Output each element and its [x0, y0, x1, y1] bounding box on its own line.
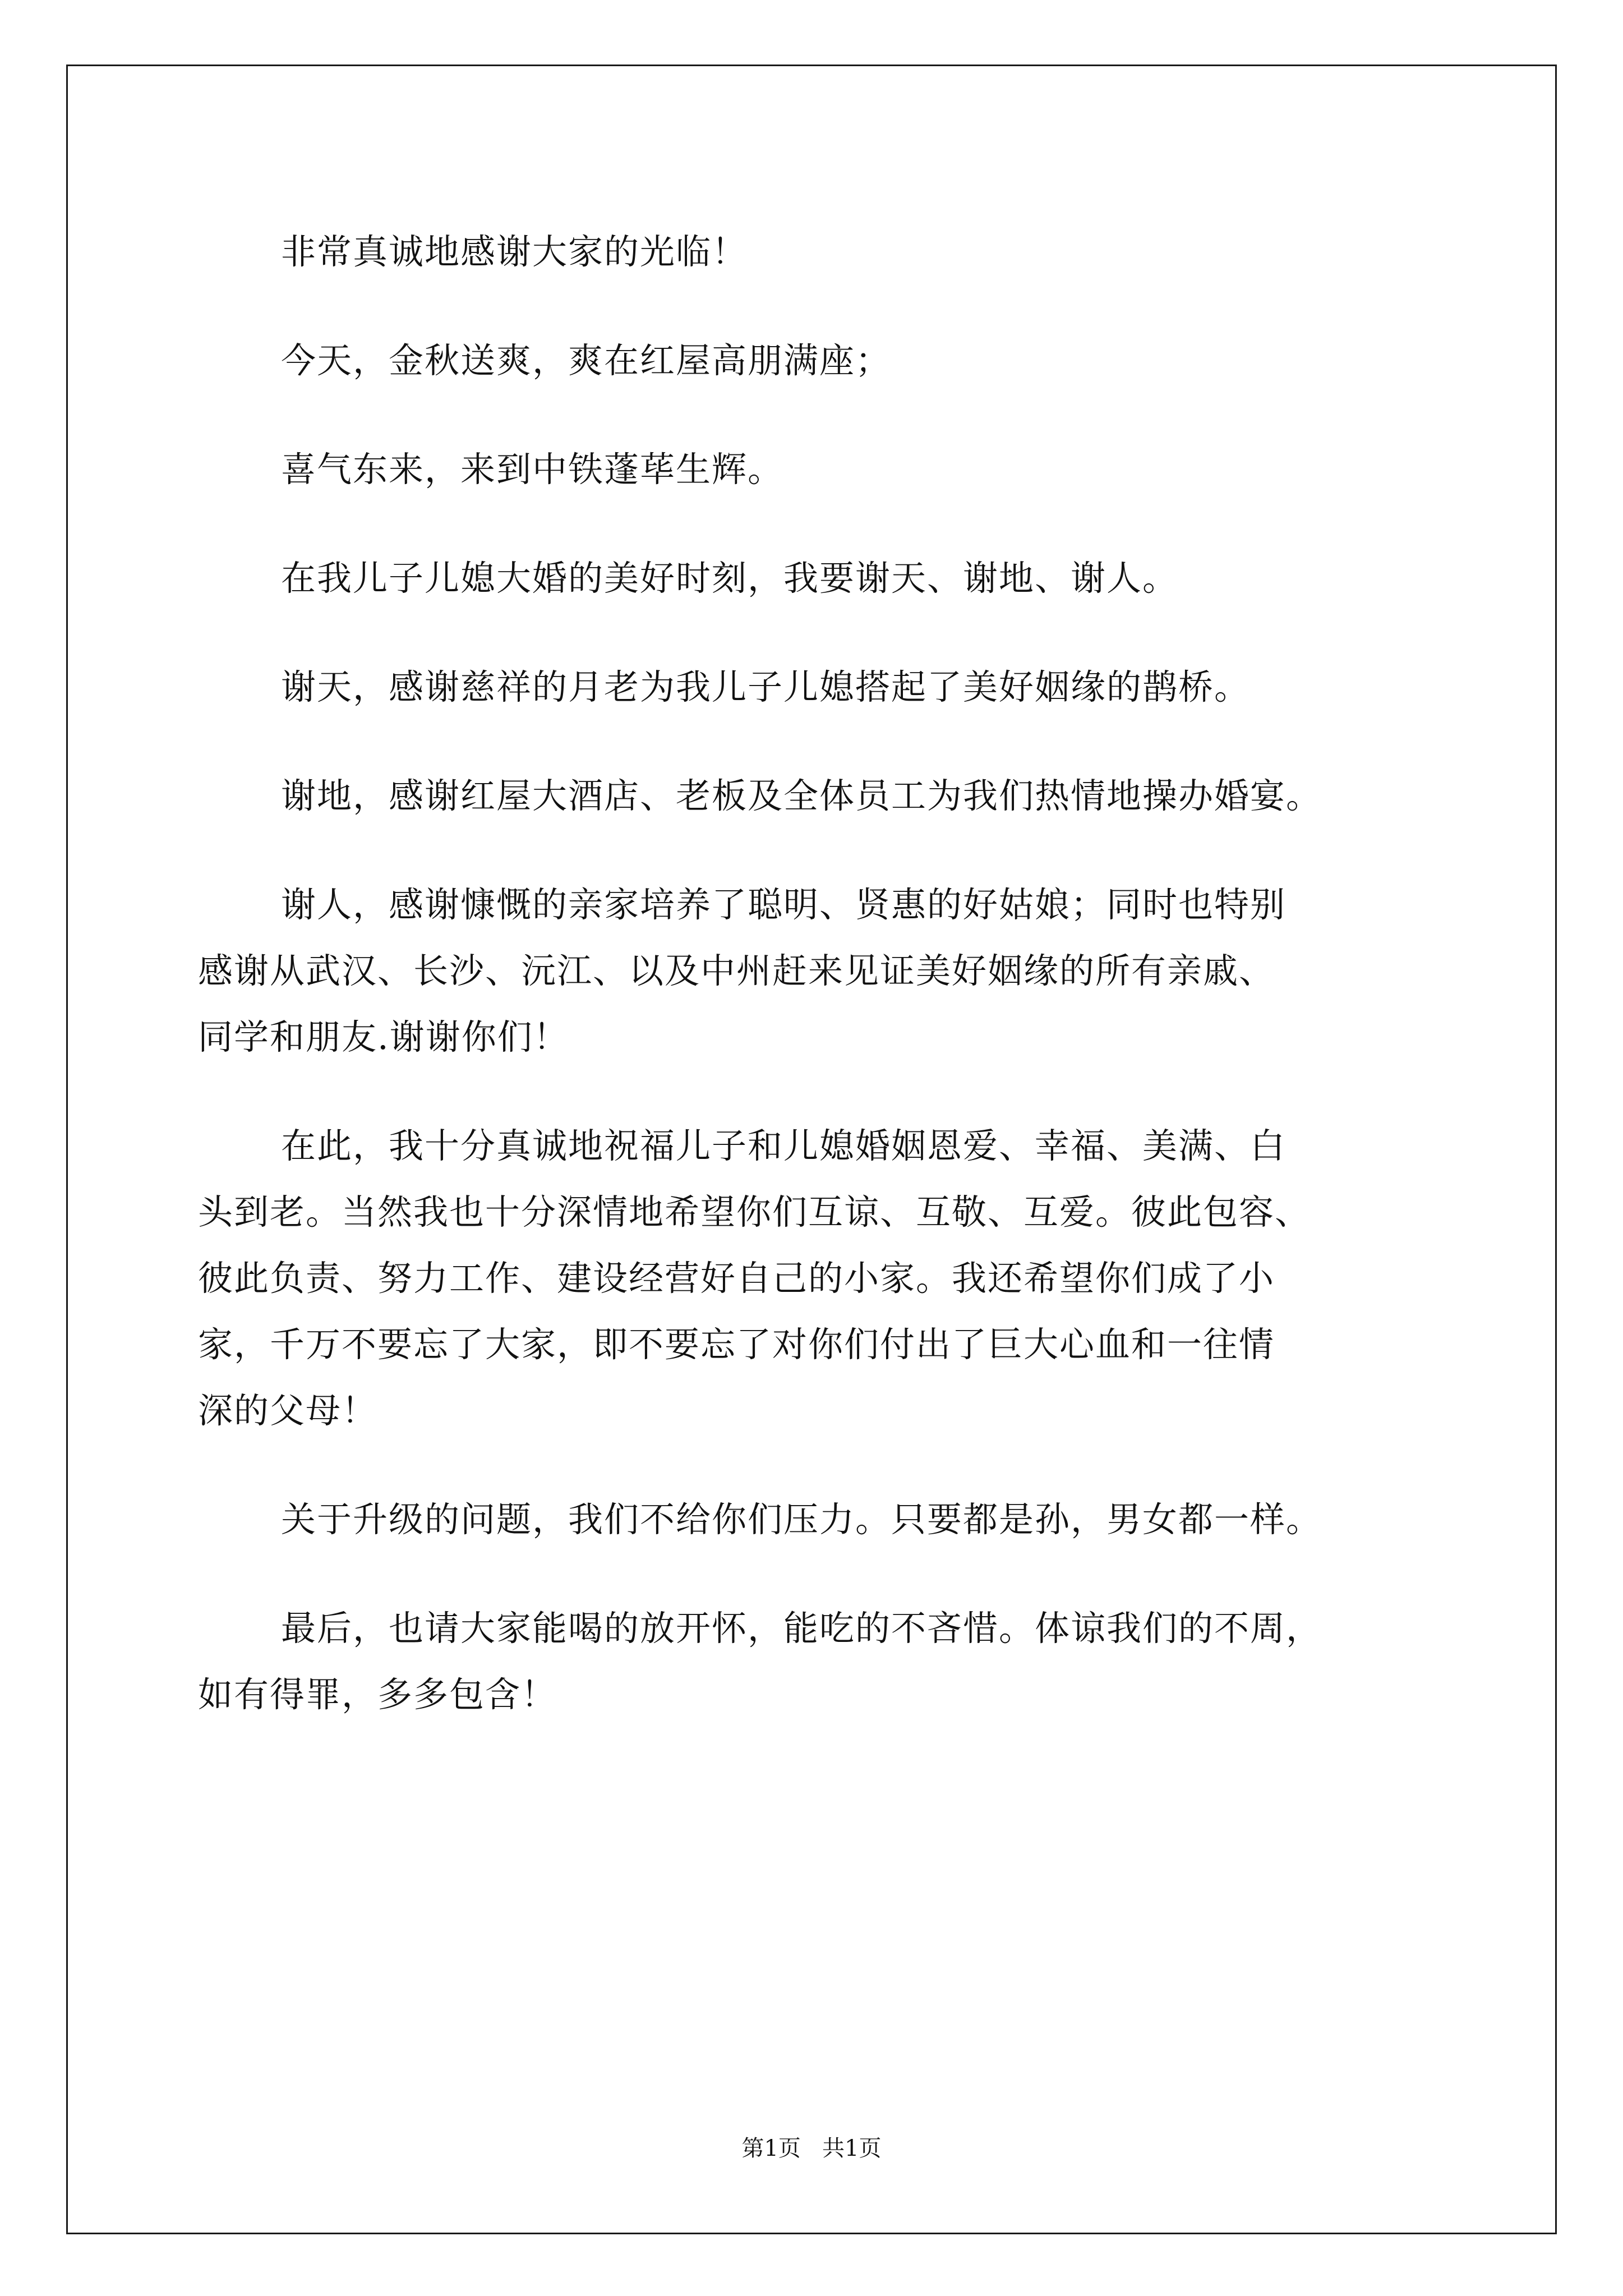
paragraph-line: 彼此负责、努力工作、建设经营好自己的小家。我还希望你们成了小 — [198, 1258, 1275, 1299]
paragraph-line: 谢地，感谢红屋大酒店、老板及全体员工为我们热情地操办婚宴。 — [281, 775, 1322, 816]
paragraph-4 — [198, 545, 1437, 654]
paragraph-line: 家，千万不要忘了大家，即不要忘了对你们付出了巨大心血和一往情 — [198, 1324, 1275, 1365]
paragraph-line: 今天，金秋送爽，爽在红屋高朋满座； — [281, 340, 892, 381]
paragraph-8 — [198, 1113, 1437, 1487]
paragraph-line: 感谢从武汉、长沙、沅江、以及中州赶来见证美好姻缘的所有亲戚、 — [198, 950, 1275, 991]
paragraph-1 — [198, 219, 1437, 328]
paragraph-line: 谢人，感谢慷慨的亲家培养了聪明、贤惠的好姑娘；同时也特别 — [281, 884, 1287, 925]
paragraph-line: 同学和朋友.谢谢你们！ — [198, 1016, 569, 1057]
paragraph-10 — [198, 1595, 1437, 1770]
paragraph-3 — [198, 436, 1437, 545]
page-number-footer: 第1页 共1页 — [741, 2136, 882, 2161]
paragraph-line: 喜气东来，来到中铁蓬荜生辉。 — [281, 449, 784, 490]
paragraph-line: 关于升级的问题，我们不给你们压力。只要都是孙，男女都一样。 — [281, 1499, 1322, 1540]
paragraph-line: 谢天，感谢慈祥的月老为我儿子儿媳搭起了美好姻缘的鹊桥。 — [281, 666, 1251, 707]
paragraph-9 — [198, 1487, 1437, 1595]
paragraph-2 — [198, 328, 1437, 436]
paragraph-6 — [198, 763, 1437, 872]
paragraph-line: 在我儿子儿媳大婚的美好时刻，我要谢天、谢地、谢人。 — [281, 558, 1179, 599]
paragraph-7 — [198, 872, 1437, 1113]
paragraph-5 — [198, 654, 1437, 763]
paragraph-line: 头到老。当然我也十分深情地希望你们互谅、互敬、互爱。彼此包容、 — [198, 1191, 1311, 1232]
paragraph-line: 非常真诚地感谢大家的光临！ — [281, 231, 748, 272]
paragraph-line: 如有得罪，多多包含！ — [198, 1674, 557, 1715]
paragraph-line: 最后，也请大家能喝的放开怀，能吃的不吝惜。体谅我们的不周， — [281, 1608, 1322, 1649]
document-body — [198, 219, 1437, 1770]
paragraph-line: 深的父母！ — [198, 1390, 378, 1431]
paragraph-line: 在此，我十分真诚地祝福儿子和儿媳婚姻恩爱、幸福、美满、白 — [281, 1125, 1287, 1166]
